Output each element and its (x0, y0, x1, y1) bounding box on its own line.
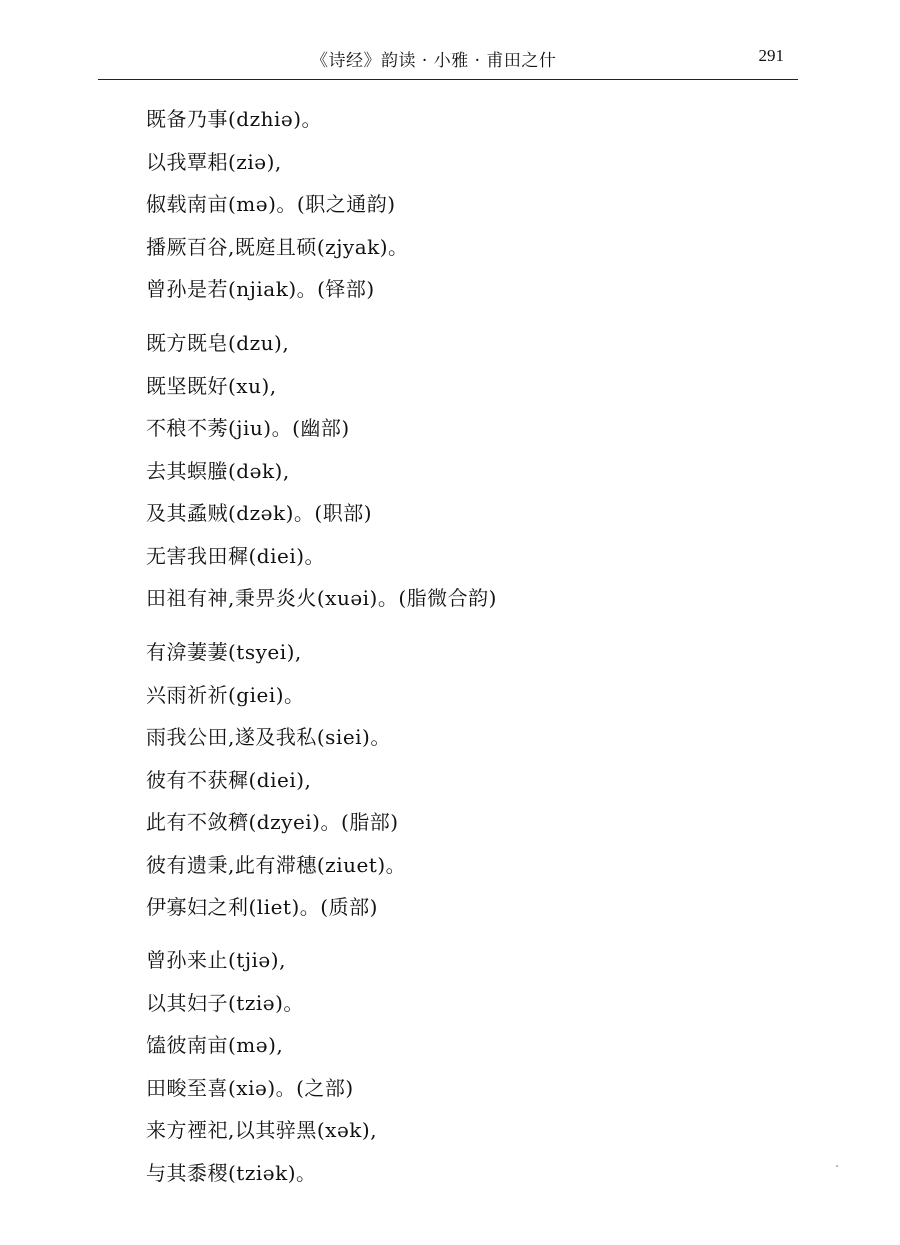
stanza-3 (146, 631, 406, 929)
verse-line: 既备乃事(dzhiə)。 (146, 107, 323, 131)
verse-line: 去其螟螣(dək), (146, 458, 290, 483)
verse-line: 田祖有神,秉畀炎火(xuəi)。(脂微合韵) (146, 586, 497, 610)
verse-line: 曾孙是若(njiak)。(铎部) (146, 277, 375, 301)
stanza-2 (146, 322, 497, 620)
verse-line: 以我覃耜(ziə), (146, 149, 282, 174)
verse-line: 曾孙来止(tjiə), (146, 948, 286, 972)
verse-line: 馌彼南亩(mə), (146, 1033, 284, 1057)
verse-line: 既方既皂(dzu), (146, 331, 290, 355)
verse-line: 来方禋祀,以其骍黑(xək), (146, 1118, 378, 1142)
verse-line: 以其妇子(tziə)。 (146, 990, 304, 1015)
verse-line: 播厥百谷,既庭且硕(zjyak)。 (146, 234, 409, 259)
running-title: 《诗经》韵读 · 小雅 · 甫田之什 (311, 51, 557, 71)
verse-line: 既坚既好(xu), (146, 373, 277, 398)
header-rule (98, 79, 798, 80)
verse-line: 田畯至喜(xiə)。(之部) (146, 1075, 354, 1100)
stanza-4 (146, 939, 377, 1194)
verse-line: 此有不敛穧(dzyei)。(脂部) (146, 810, 399, 834)
verse-line: 不稂不莠(jiu)。(幽部) (146, 416, 350, 440)
scan-speck (836, 1165, 838, 1167)
verse-line: 兴雨祈祈(giei)。 (146, 682, 305, 707)
page-header (98, 44, 798, 80)
verse-line: 伊寡妇之利(liet)。(质部) (146, 895, 378, 919)
stanza-1 (146, 98, 409, 311)
page-number: 291 (758, 46, 784, 65)
verse-line: 及其蟊贼(dzək)。(职部) (146, 501, 373, 525)
verse-line: 彼有不获穉(diei), (146, 767, 312, 792)
verse-line: 俶载南亩(mə)。(职之通韵) (146, 192, 396, 216)
verse-line: 与其黍稷(tziək)。 (146, 1160, 317, 1185)
verse-line: 彼有遗秉,此有滞穗(ziuet)。 (146, 852, 407, 877)
verse-line: 雨我公田,遂及我私(siei)。 (146, 725, 391, 749)
verse-line: 无害我田穉(diei)。 (146, 543, 326, 568)
verse-line: 有渰萋萋(tsyei), (146, 640, 302, 664)
